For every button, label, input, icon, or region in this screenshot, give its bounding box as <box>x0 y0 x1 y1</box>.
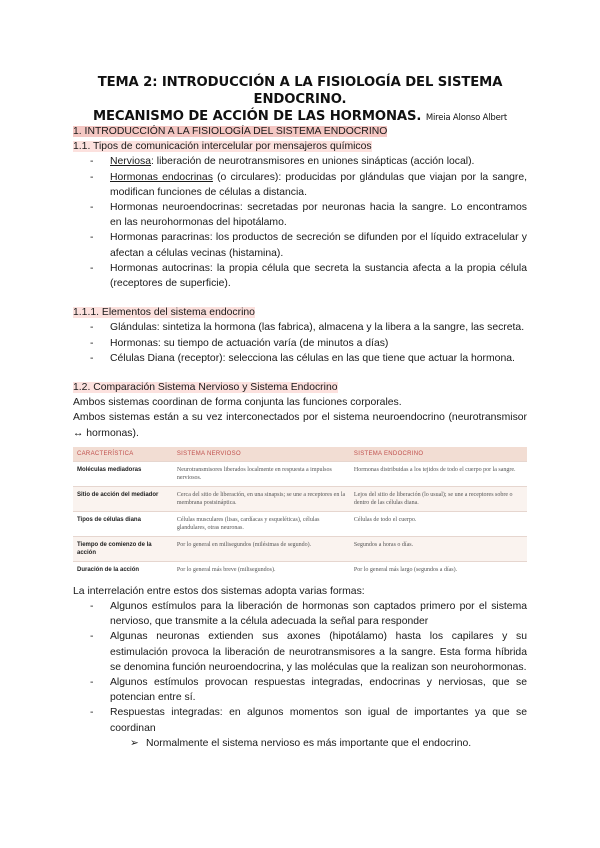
arrow-item-text: Normalmente el sistema nervioso es más importante que el endocrino. <box>146 737 472 749</box>
term-nerviosa: Nerviosa <box>110 156 151 168</box>
item-text: Hormonas paracrinas: los productos de secreción se difunden por el líquido extracelular y afectan a células vecinas (histamina). <box>110 232 527 259</box>
table-cell: Por lo general más largo (segundos a días). <box>350 561 527 578</box>
table-cell: Tiempo de comienzo de la acción <box>73 536 173 561</box>
document-body <box>73 124 527 751</box>
list-item <box>110 170 527 200</box>
endocrine-elements-list <box>73 320 527 366</box>
table-row <box>73 486 527 511</box>
paragraph: Ambos sistemas coordinan de forma conjunta las funciones corporales. <box>73 397 402 409</box>
table-cell: Cerca del sitio de liberación, en una sinapsis; se une a receptores en la membrana postsináptica. <box>173 486 350 511</box>
list-item: - Glándulas: sintetiza la hormona (las fabrica), almacena y la libera a la sangre, las secreta. <box>110 320 527 335</box>
table-header-cell: SISTEMA ENDOCRINO <box>350 447 527 462</box>
list-item: - Células Diana (receptor): selecciona las células en las que tiene que actuar la hormona. <box>110 351 527 366</box>
table-cell: Sitio de acción del mediador <box>73 486 173 511</box>
table-cell: Por lo general en milisegundos (milésimas de segundo). <box>173 536 350 561</box>
section-1-1-1-heading: 1.1.1. Elementos del sistema endocrino <box>73 307 255 319</box>
list-item <box>110 200 527 230</box>
section-1-1-1 <box>73 305 527 366</box>
table-header-row <box>73 447 527 462</box>
list-item: - Algunos estímulos provocan respuestas integradas, endocrinas y nerviosas, que se potencian entre sí. <box>110 675 527 705</box>
table-cell: Células musculares (lisas, cardíacas y esqueléticas), células glandulares, otras neuronas. <box>173 511 350 536</box>
table-row <box>73 461 527 486</box>
arrow-bullet-icon: ➢ <box>130 737 139 749</box>
table-cell: Tipos de células diana <box>73 511 173 536</box>
item-text: Hormonas autocrinas: la propia célula que secreta la sustancia afecta a la propia célula (receptores de superficie). <box>110 262 527 290</box>
item-text: : liberación de neurotransmisores en uniones sinápticas (acción local). <box>151 156 475 168</box>
table-cell: Duración de la acción <box>73 561 173 578</box>
list-item <box>110 261 527 291</box>
paragraph: Ambos sistemas están a su vez interconectados por el sistema neuroendocrino (neurotransmisor ↔ hormonas). <box>73 412 527 439</box>
table-cell: Segundos a horas o días. <box>350 536 527 561</box>
list-item: - Respuestas integradas: en algunos momentos son igual de importantes ya que se coordinan <box>110 705 527 735</box>
arrow-list-item <box>73 736 527 751</box>
list-item: - Algunos estímulos para la liberación de hormonas son captados primero por el sistema nervioso, que transmite a la célula adecuada la señal para responder <box>110 599 527 629</box>
section-1-heading: 1. INTRODUCCIÓN A LA FISIOLOGÍA DEL SISTEMA ENDOCRINO <box>73 126 388 137</box>
table-cell: Por lo general más breve (milisegundos). <box>173 561 350 578</box>
title-line-2-text: MECANISMO DE ACCIÓN DE LAS HORMONAS. <box>92 109 422 124</box>
term-hormonas-endocrinas: Hormonas endocrinas <box>110 171 213 183</box>
table-row <box>73 536 527 561</box>
paragraph: La interrelación entre estos dos sistemas adopta varias formas: <box>73 585 365 597</box>
section-1 <box>73 124 527 291</box>
item-text: Hormonas neuroendocrinas: secretadas por neuronas hacia la sangre. Lo encontramos en las neurohormonas del hipotálamo. <box>110 202 527 229</box>
table-cell: Hormonas distribuidas a los tejidos de todo el cuerpo por la sangre. <box>350 461 527 486</box>
table-cell: Células de todo el cuerpo. <box>350 511 527 536</box>
table-row <box>73 561 527 578</box>
document-title <box>60 74 540 127</box>
author-name: Mireia Alonso Albert <box>425 113 508 123</box>
section-1-1-heading: 1.1. Tipos de comunicación intercelular por mensajeros químicos <box>73 141 372 153</box>
table-header-cell: CARACTERÍSTICA <box>73 447 173 462</box>
item-text: (o circulares): producidas por glándulas que viajan por la sangre, modifican funciones de células a distancia. <box>110 171 528 198</box>
table-cell: Neurotransmisores liberados localmente en respuesta a impulsos nerviosos. <box>173 461 350 486</box>
list-item <box>110 154 527 169</box>
table-cell: Moléculas mediadoras <box>73 461 173 486</box>
title-line-1: TEMA 2: INTRODUCCIÓN A LA FISIOLOGÍA DEL SISTEMA ENDOCRINO. <box>97 75 503 107</box>
list-item: - Hormonas: su tiempo de actuación varía (de minutos a días) <box>110 336 527 351</box>
list-item <box>110 230 527 260</box>
interrelation-list <box>73 599 527 736</box>
table-header-cell: SISTEMA NERVIOSO <box>173 447 350 462</box>
comparison-table <box>73 447 527 578</box>
communication-types-list <box>73 154 527 291</box>
section-1-2 <box>73 380 527 751</box>
list-item: - Algunas neuronas extienden sus axones (hipotálamo) hasta los capilares y su estimulación provoca la liberación de neurotransmisores a la sangre. Esta forma híbrida se denomina función neuroendocrina, y las moléculas que la realizan son neurohormonas. <box>110 629 527 675</box>
table-row <box>73 511 527 536</box>
table-cell: Lejos del sitio de liberación (lo usual); se une a receptores sobre o dentro de las células diana. <box>350 486 527 511</box>
section-1-2-heading: 1.2. Comparación Sistema Nervioso y Sistema Endocrino <box>73 382 338 394</box>
